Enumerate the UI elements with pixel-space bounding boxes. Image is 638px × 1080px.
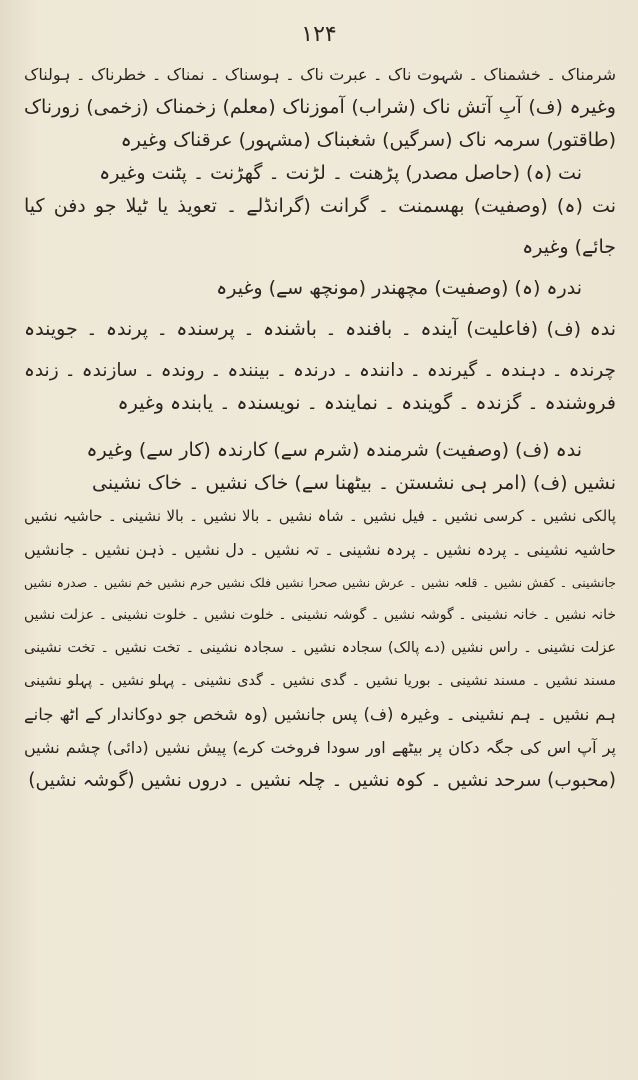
- entry-line-nadra: ندرہ (ہ) (وصفیت) مچھندر (مونچھ سے) وغیرہ: [216, 277, 582, 299]
- text-line: مسند نشیں ۔ مسند نشینی ۔ بوریا نشیں ۔ گدی نشیں ۔ گدی نشینی ۔ پہلو نشیں ۔ پہلو نشینی: [24, 673, 616, 689]
- text-line: پالکی نشیں ۔ کرسی نشیں ۔ فیل نشیں ۔ شاہ نشیں ۔ بالا نشیں ۔ بالا نشینی ۔ حاشیہ نشیں: [24, 507, 616, 525]
- text-line: فروشندہ ۔ گزندہ ۔ گویندہ ۔ نمایندہ ۔ نویسندہ ۔ یابندہ وغیرہ: [117, 392, 616, 414]
- text-line: حاشیہ نشینی ۔ پردہ نشیں ۔ پردہ نشینی ۔ تہ نشیں ۔ دل نشیں ۔ ذہن نشیں ۔ جانشیں: [24, 540, 616, 559]
- entry-line-nda-2: ندہ (ف) (وصفیت) شرمندہ (شرم سے) کارندہ (کار سے) وغیرہ: [86, 439, 582, 461]
- text-line: (محبوب) سرحد نشیں ۔ کوہ نشیں ۔ چلہ نشیں ۔ دروں نشیں (گوشہ نشیں): [28, 770, 616, 791]
- page-body: [24, 58, 616, 797]
- text-line: جانشینی ۔ کفش نشیں ۔ قلعہ نشیں ۔ عرش نشیں صحرا نشیں فلک نشیں حرم نشیں خم نشیں ۔ صدرہ نشیں: [24, 575, 616, 590]
- page-number: ۱۲۴: [301, 22, 337, 47]
- text-line: ہم نشیں ۔ ہم نشینی ۔ وغیرہ (ف) پس جانشیں (وہ شخص جو دوکاندار کے اٹھ جانے: [24, 705, 616, 724]
- entry-line-nashin: نشیں (ف) (امر ہی نشستن ۔ بیٹھنا سے) خاک نشیں ۔ خاک نشینی: [92, 472, 616, 494]
- text-line: شرمناک ۔ خشمناک ۔ شہوت ناک ۔ عبرت ناک ۔ ہوسناک ۔ نمناک ۔ خطرناک ۔ ہولناک: [24, 65, 616, 84]
- text-line: عزلت نشینی ۔ راس نشیں (دے پالک) سجادہ نشیں ۔ سجادہ نشینی ۔ تخت نشیں ۔ تخت نشینی: [24, 640, 616, 656]
- entry-line-nat-2: نت (ہ) (وصفیت) بھسمنت ۔ گرانت (گرانڈلے ۔ تعویذ یا ٹیلا جو دفن کیا: [24, 195, 616, 217]
- text-line: چرندہ ۔ دہندہ ۔ گیرندہ ۔ دانندہ ۔ درندہ ۔ بینندہ ۔ روندہ ۔ سازندہ ۔ زندہ: [24, 360, 616, 381]
- text-line: پر آپ اس کی جگہ دکان پر بیٹھے اور سودا فروخت کرے) پیش نشیں (دائی) چشم نشیں: [24, 738, 616, 757]
- entry-line-nda: ندہ (ف) (فاعلیت) آیندہ ۔ بافندہ ۔ باشندہ ۔ پرسندہ ۔ پرندہ ۔ جویندہ: [24, 318, 616, 340]
- text-line: (طاقتور) سرمہ ناک (سرگیں) شغبناک (مشہور) عرقناک وغیرہ: [120, 129, 616, 151]
- entry-line-nat-1: نت (ہ) (حاصل مصدر) پڑھنت ۔ لڑنت ۔ گھڑنت ۔ پٹنت وغیرہ: [99, 162, 582, 184]
- text-line: وغیرہ (ف) آبِ آتش ناک (شراب) آموزناک (معلم) زخمناک (زخمی) زورناک: [24, 96, 616, 118]
- text-line: جائے) وغیرہ: [522, 236, 616, 258]
- text-line: خانہ نشیں ۔ خانہ نشینی ۔ گوشہ نشیں ۔ گوشہ نشینی ۔ خلوت نشیں ۔ خلوت نشینی ۔ عزلت نشیں: [24, 607, 616, 623]
